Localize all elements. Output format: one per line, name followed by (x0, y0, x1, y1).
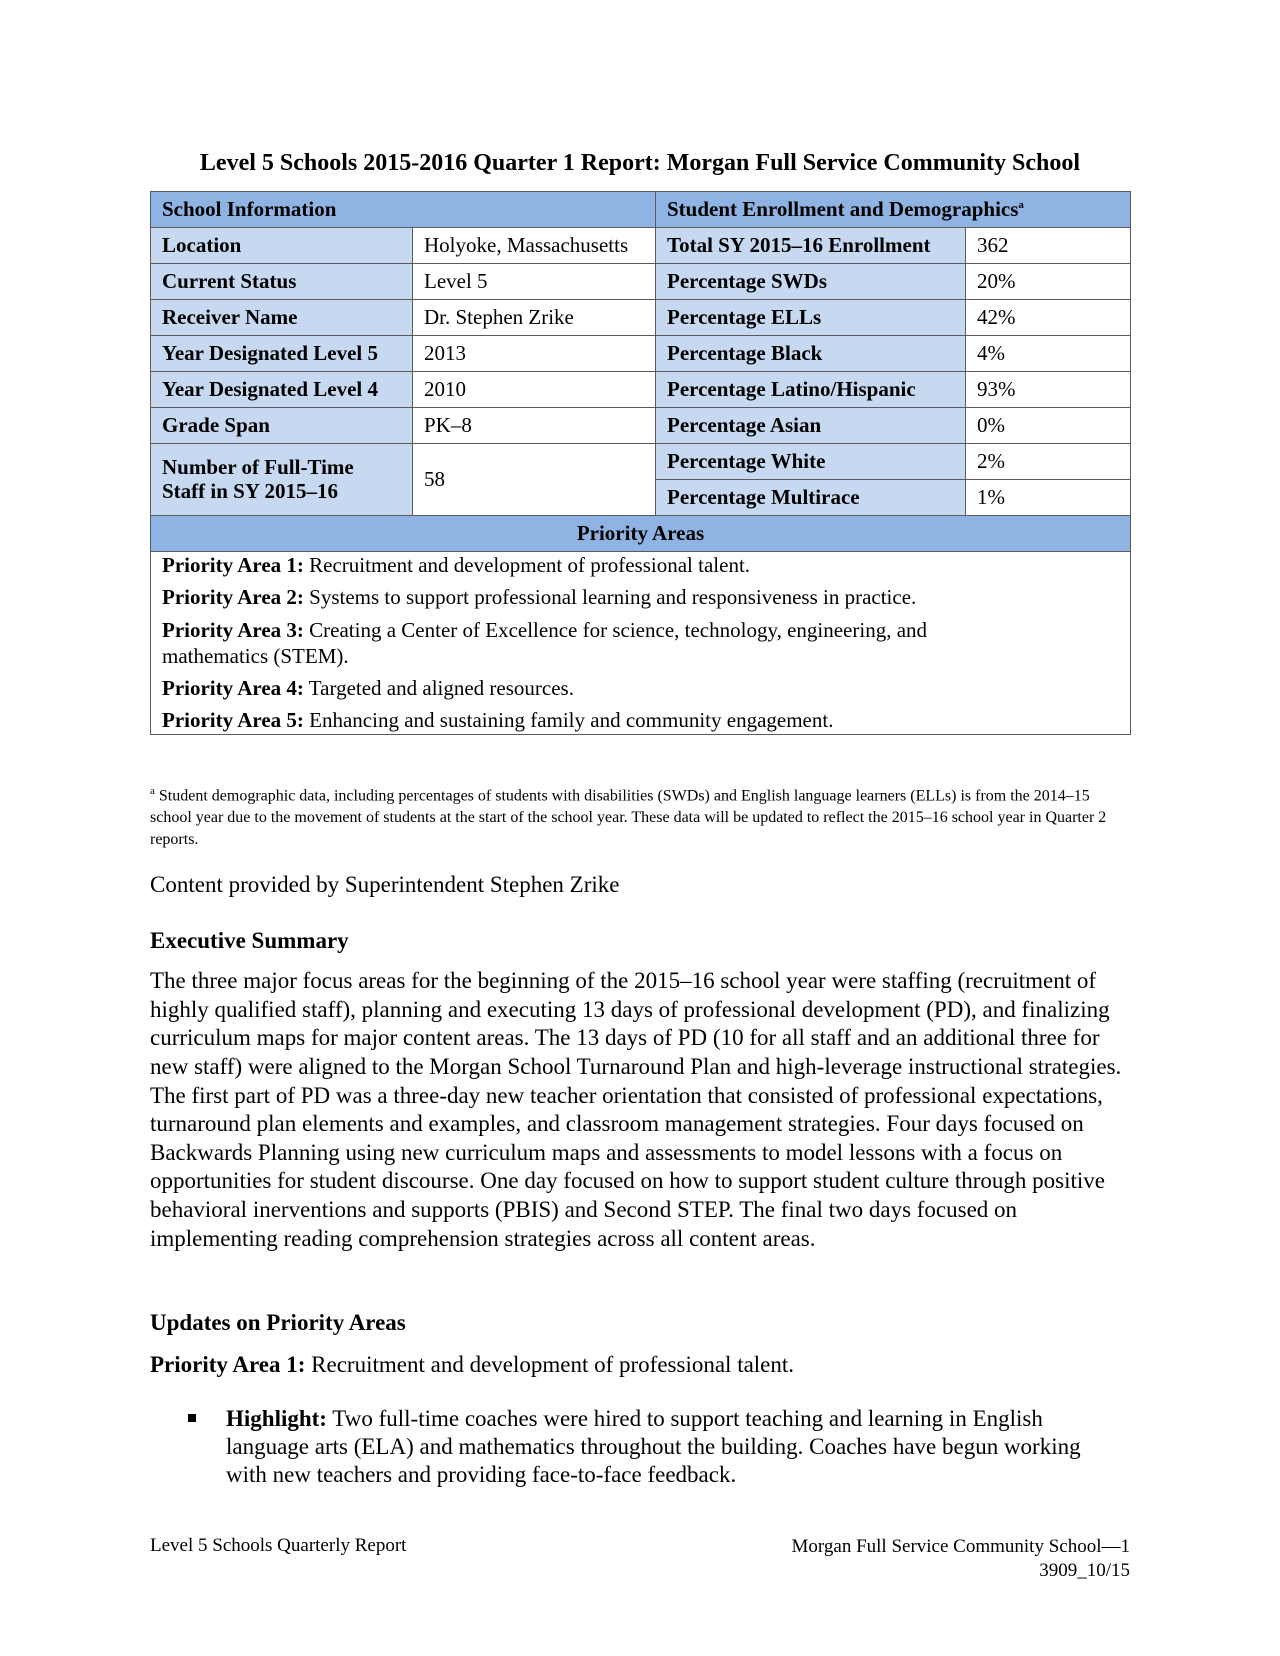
priority-areas-header-row (151, 516, 1131, 552)
enrollment-header (656, 192, 1131, 228)
enrollment-value: 362 (966, 228, 1131, 264)
priority-area-text: Recruitment and development of professional talent. (303, 553, 751, 577)
demographics-footnote (150, 784, 1130, 852)
ells-value: 42% (966, 300, 1131, 336)
current-status-value: Level 5 (413, 264, 656, 300)
priority-areas-header: Priority Areas (151, 516, 1131, 552)
square-bullet-icon (188, 1414, 196, 1422)
table-row (151, 336, 1131, 372)
table-row (151, 372, 1131, 408)
year-level4-value: 2010 (413, 372, 656, 408)
year-level5-label: Year Designated Level 5 (151, 336, 413, 372)
priority-area-text: Enhancing and sustaining family and community engagement. (303, 708, 834, 733)
priority-area-label: Priority Area 5: (162, 708, 304, 733)
current-status-label: Current Status (151, 264, 413, 300)
footer-right (792, 1535, 1130, 1584)
black-value: 4% (966, 336, 1131, 372)
priority-area-text: Systems to support professional learning and responsiveness in practice. (303, 585, 917, 610)
year-level5-value: 2013 (413, 336, 656, 372)
footnote-text: Student demographic data, including percentages of students with disabilities (SWDs) and English language learners (ELLs) is from the 2014–15 school year due to the movement of students at the start of the school year. These data will be updated to reflect the 2015–16 school year in Quarter 2 reports. (150, 787, 1107, 849)
school-information-header: School Information (151, 192, 656, 228)
multirace-value: 1% (966, 480, 1131, 516)
priority-areas-row (151, 552, 1131, 735)
footer-doc-code: 3909_10/15 (1039, 1560, 1130, 1582)
document-title: Level 5 Schools 2015-2016 Quarter 1 Report: Morgan Full Service Community School (199, 150, 1081, 176)
priority-area-item (162, 552, 1119, 578)
footer-page-label: Morgan Full Service Community School—1 (791, 1536, 1130, 1557)
grade-span-value: PK–8 (413, 408, 656, 444)
priority-area-text: Targeted and aligned resources. (303, 676, 574, 700)
white-label: Percentage White (656, 444, 966, 480)
latino-value: 93% (966, 372, 1131, 408)
priority-area-item (162, 617, 1002, 670)
latino-label: Percentage Latino/Hispanic (656, 372, 966, 408)
table-row (151, 408, 1131, 444)
swds-label: Percentage SWDs (656, 264, 966, 300)
priority-areas-list (151, 552, 1131, 735)
priority-area-item (162, 707, 1119, 733)
priority-area-item (162, 675, 1119, 701)
school-info-table (150, 191, 1131, 735)
highlight-label: Highlight: (226, 1406, 327, 1431)
content-credit: Content provided by Superintendent Stephen Zrike (150, 872, 620, 897)
enrollment-label: Total SY 2015–16 Enrollment (656, 228, 966, 264)
highlight-text: Two full-time coaches were hired to support teaching and learning in English language arts (ELA) and mathematics throughout the building. Coaches have begun working with new teachers and providing face-to-face feedback. (226, 1406, 1081, 1488)
priority-area-label: Priority Area 2: (162, 585, 304, 610)
receiver-name-label: Receiver Name (151, 300, 413, 336)
footnote-mark: a (1018, 198, 1024, 211)
update-priority-area-1 (150, 1352, 794, 1378)
table-row (151, 228, 1131, 264)
year-level4-label: Year Designated Level 4 (151, 372, 413, 408)
black-label: Percentage Black (656, 336, 966, 372)
grade-span-label: Grade Span (151, 408, 413, 444)
staff-count-value: 58 (413, 444, 656, 516)
asian-label: Percentage Asian (656, 408, 966, 444)
asian-value: 0% (966, 408, 1131, 444)
location-label: Location (151, 228, 413, 264)
enrollment-header-text: Student Enrollment and Demographics (667, 196, 1019, 221)
table-row (151, 300, 1131, 336)
staff-count-label: Number of Full-Time Staff in SY 2015–16 (151, 444, 413, 516)
executive-summary-text: The three major focus areas for the beginning of the 2015–16 school year were staffing (recruitment of highly qualified staff), planning and executing 13 days of professional development (PD), and finalizing curriculum maps for major content areas. The 13 days of PD (10 for all staff and an additional three for new staff) were aligned to the Morgan School Turnaround Plan and high-leverage instructional strategies. The first part of PD was a three-day new teacher orientation that consisted of professional expectations, turnaround plan elements and examples, and classroom management strategies. Four days focused on Backwards Planning using new curriculum maps and assessments to model lessons with a focus on opportunities for student discourse. One day focused on how to support student culture through positive behavioral inerventions and supports (PBIS) and Second STEP. The final two days focused on implementing reading comprehension strategies across all content areas. (150, 968, 1122, 1251)
swds-value: 20% (966, 264, 1131, 300)
priority-area-text: Recruitment and development of professional talent. (305, 1352, 795, 1377)
footnote-mark: a (150, 785, 155, 797)
table-row (151, 264, 1131, 300)
location-value: Holyoke, Massachusetts (413, 228, 656, 264)
executive-summary-heading: Executive Summary (150, 928, 349, 953)
white-value: 2% (966, 444, 1131, 480)
priority-area-label: Priority Area 1: (150, 1352, 306, 1377)
multirace-label: Percentage Multirace (656, 480, 966, 516)
table-header-row (151, 192, 1131, 228)
table-row (151, 444, 1131, 480)
ells-label: Percentage ELLs (656, 300, 966, 336)
priority-area-label: Priority Area 1: (162, 553, 304, 577)
priority-area-label: Priority Area 4: (162, 676, 304, 700)
priority-area-text: Creating a Center of Excellence for science, technology, engineering, and mathematics (STEM). (162, 617, 928, 668)
footer-left: Level 5 Schools Quarterly Report (150, 1535, 407, 1556)
priority-area-item (162, 584, 1119, 610)
highlight-text-block (226, 1405, 1126, 1489)
receiver-name-value: Dr. Stephen Zrike (413, 300, 656, 336)
priority-area-label: Priority Area 3: (162, 617, 304, 642)
updates-heading: Updates on Priority Areas (150, 1310, 406, 1335)
